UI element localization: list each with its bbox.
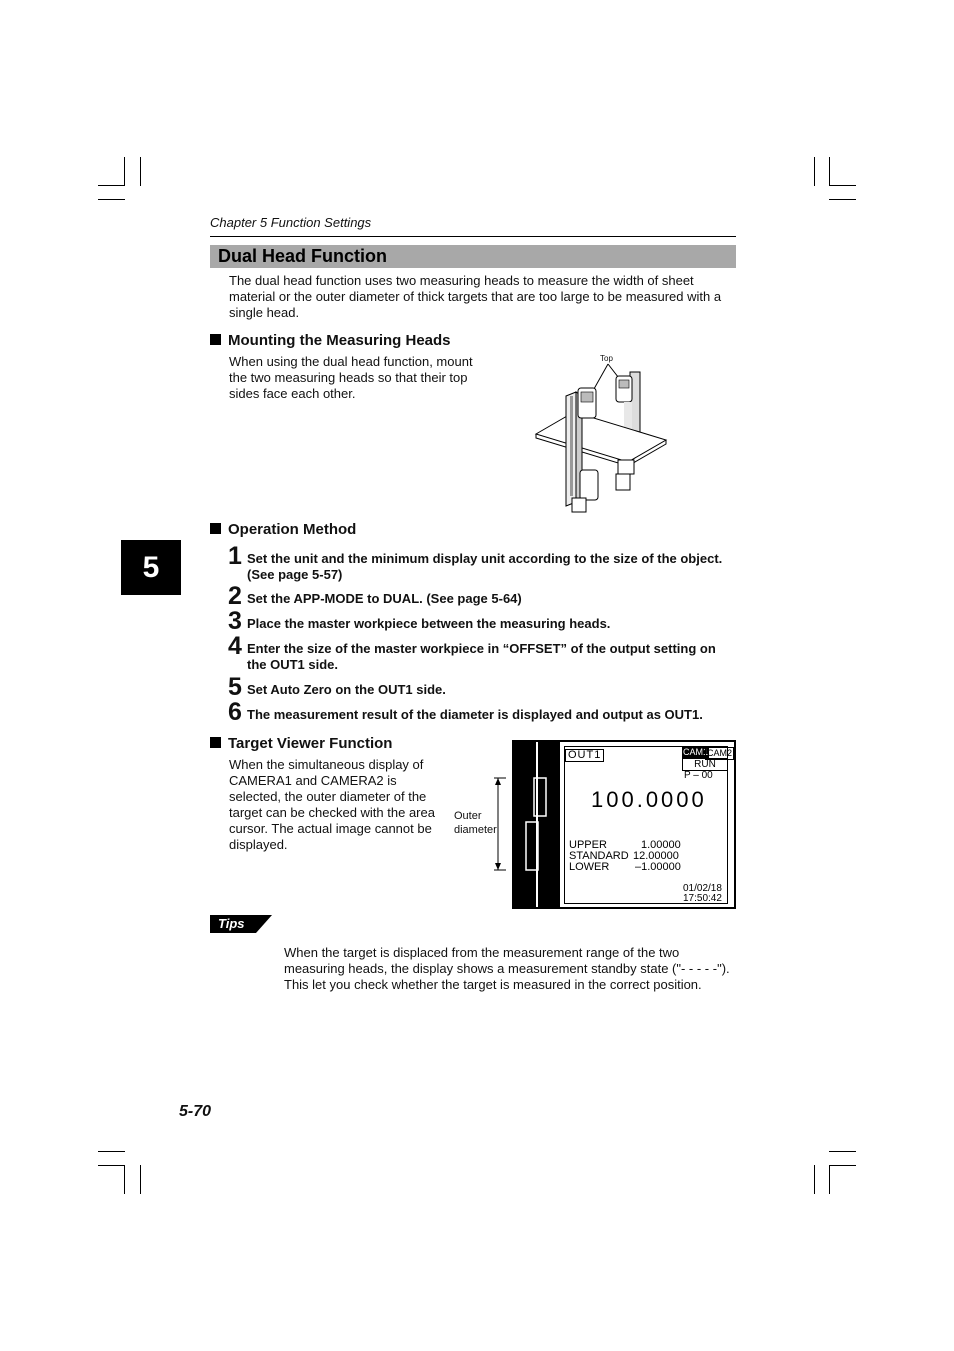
viewer-text: When the simultaneous display of CAMERA1 and CAMERA2 is selected, the outer diameter of the target can be checked with the area cursor. The actual image cannot be displayed. [229, 757, 435, 852]
camera-image-area [514, 742, 562, 907]
bullet-square-icon [210, 334, 221, 345]
mounting-text: When using the dual head function, mount the two measuring heads so that their top sides face each other. [229, 354, 473, 401]
step-text: Enter the size of the master workpiece in “OFFSET” of the output setting on the OUT1 side. [247, 641, 716, 672]
lcd-screen [512, 740, 736, 909]
step-text: Set the APP-MODE to DUAL. (See page 5-64) [247, 591, 522, 606]
step-text: The measurement result of the diameter is displayed and output as OUT1. [247, 707, 703, 722]
mounting-heading: Mounting the Measuring Heads [210, 332, 451, 349]
operation-heading: Operation Method [210, 521, 356, 538]
program-label: P – 00 [684, 770, 713, 781]
intro-paragraph: The dual head function uses two measuring heads to measure the width of sheet material or the outer diameter of thick targets that are too large to be measured with a single head. [229, 273, 722, 320]
upper-value: 1.00000 [641, 839, 681, 851]
section-title: Dual Head Function [218, 246, 388, 266]
run-label: RUN [682, 758, 728, 771]
step-text: Place the master workpiece between the measuring heads. [247, 616, 611, 631]
header-rule [210, 236, 736, 237]
step-number: 6 [228, 698, 242, 726]
lower-value: –1.00000 [635, 861, 681, 873]
step-text: Set Auto Zero on the OUT1 side. [247, 682, 446, 697]
cam1-label: CAM1 [683, 747, 709, 757]
tips-text: When the target is displaced from the measurement range of the two measuring heads, the display shows a measurement standby state ("- - - - -"). This let you check whether the target is measured in the correct position. [284, 945, 730, 992]
viewer-heading: Target Viewer Function [210, 735, 392, 752]
top-label: Top [600, 354, 613, 363]
standard-label: STANDARD [569, 850, 629, 862]
chapter-tab: 5 [121, 540, 181, 595]
tips-label: Tips [218, 916, 245, 931]
step-number: 4 [228, 632, 242, 660]
section-title-bar [210, 245, 736, 268]
step-number: 1 [228, 542, 242, 570]
step-number: 5 [228, 673, 242, 701]
time-display: 17:50:42 [683, 893, 722, 904]
upper-label: UPPER [569, 839, 607, 851]
cam2-label: CAM2 [707, 748, 733, 758]
date-display: 01/02/18 [683, 883, 722, 894]
bullet-square-icon [210, 523, 221, 534]
outer-diameter-label: Outer diameter [454, 810, 497, 836]
page-number: 5-70 [179, 1103, 212, 1120]
out-label: OUT1 [565, 749, 604, 762]
dimension-arrow [494, 776, 506, 872]
step-number: 3 [228, 607, 242, 635]
bullet-square-icon [210, 737, 221, 748]
chapter-header: Chapter 5 Function Settings [210, 215, 372, 230]
step-text: Set the unit and the minimum display unit according to the size of the object. (See page 5-57) [247, 551, 723, 582]
lower-label: LOWER [569, 861, 610, 873]
tips-badge [210, 913, 274, 935]
step-number: 2 [228, 582, 242, 610]
measuring-heads-illustration [530, 352, 680, 520]
measured-value: 100.0000 [591, 787, 707, 812]
lcd-readout-panel [564, 746, 733, 904]
standard-value: 12.00000 [633, 850, 679, 862]
